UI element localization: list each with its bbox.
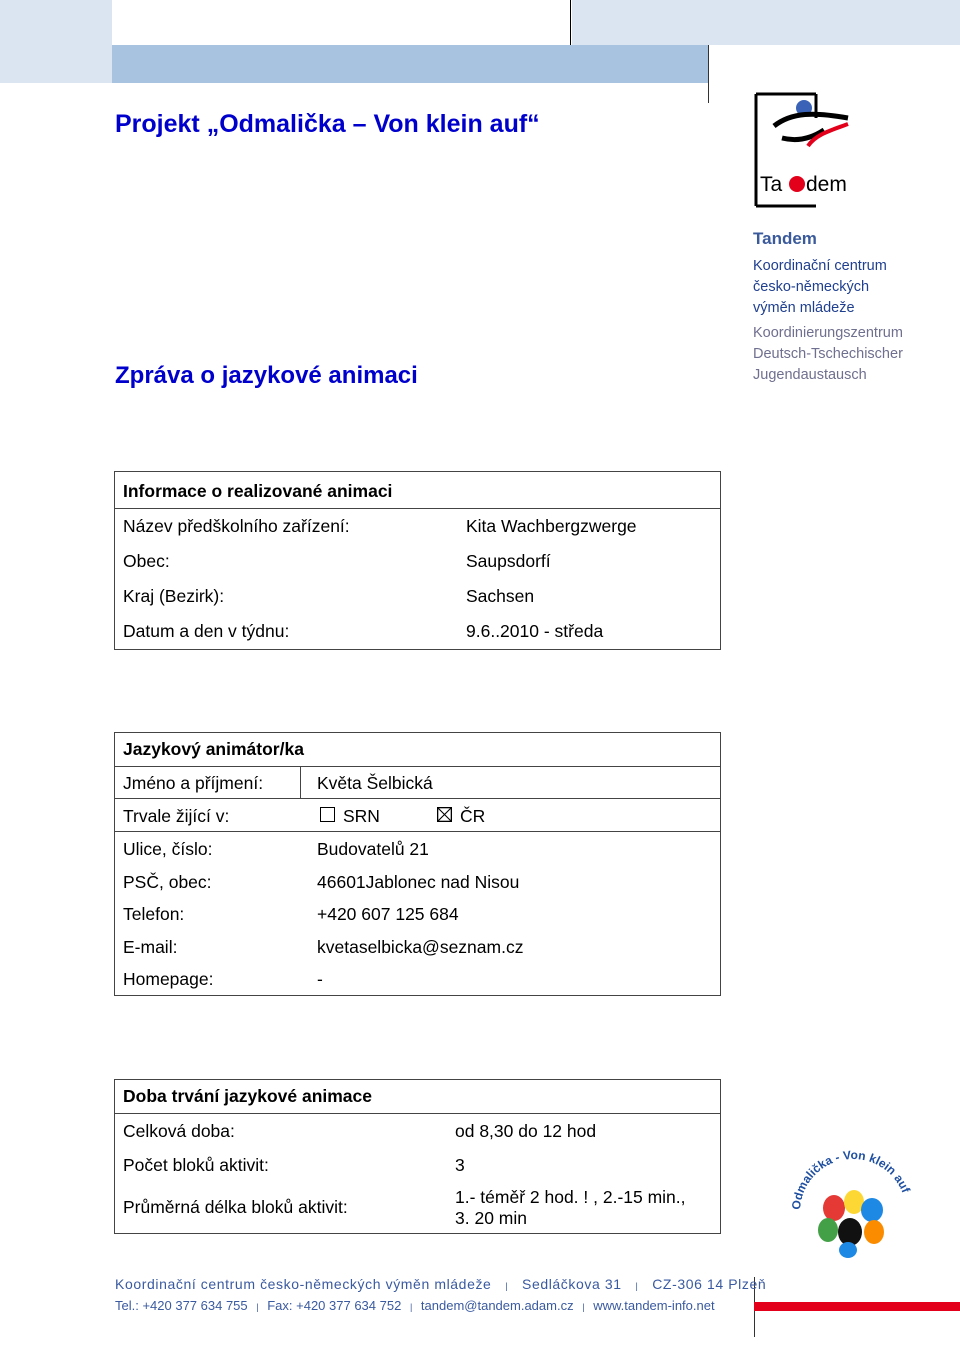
total-duration-label: Celková doba: <box>123 1121 235 1141</box>
org-name: Tandem <box>753 229 817 248</box>
zip-value: 46601Jablonec nad Nisou <box>317 872 520 892</box>
footer-email-link[interactable]: tandem@tandem.adam.cz <box>420 1298 574 1313</box>
avg-length-label: Průměrná délka bloků aktivit: <box>123 1197 348 1217</box>
info-value: Sachsen <box>466 586 535 606</box>
footer-phone: Tel.: +420 377 634 755 <box>115 1298 248 1313</box>
org-de-block <box>753 323 903 386</box>
residence-label: Trvale žijící v: <box>123 806 230 826</box>
footer-web-link[interactable]: www.tandem-info.net <box>593 1298 715 1313</box>
email-value: kvetaselbicka@seznam.cz <box>317 937 524 957</box>
blocks-count-value: 3 <box>455 1155 465 1175</box>
footer-org: Koordinační centrum česko-německých výměn mládeže <box>115 1276 492 1292</box>
animator-name-divider <box>300 766 301 798</box>
animator-divider <box>114 798 721 799</box>
org-cz-block <box>753 256 887 319</box>
page-subtitle: Zpráva o jazykové animaci <box>115 362 418 389</box>
info-label: Datum a den v týdnu: <box>123 621 290 641</box>
total-duration-value: od 8,30 do 12 hod <box>455 1121 597 1141</box>
footer-address: Koordinační centrum česko-německých výměn mládeže | Sedláčkova 31 | CZ-306 14 Plzeň <box>115 1276 767 1292</box>
info-label: Obec: <box>123 551 170 571</box>
homepage-value: - <box>317 969 323 989</box>
header-divider-top <box>570 0 571 45</box>
blocks-count-label: Počet bloků aktivit: <box>123 1155 269 1175</box>
residence-cr-checkbox[interactable] <box>437 807 452 822</box>
homepage-label: Homepage: <box>123 969 214 989</box>
org-de-line: Deutsch-Tschechischer <box>753 346 903 362</box>
animator-heading: Jazykový animátor/ka <box>123 739 304 759</box>
tandem-logo <box>752 90 862 210</box>
header-band-main <box>112 45 708 83</box>
info-value: Kita Wachbergzwerge <box>466 516 637 536</box>
header-band-left <box>0 0 112 83</box>
animator-divider <box>114 831 721 832</box>
animator-divider <box>114 766 721 767</box>
footer-street: Sedláčkova 31 <box>522 1276 622 1292</box>
street-label: Ulice, číslo: <box>123 839 213 859</box>
org-de-line: Jugendaustausch <box>753 367 867 383</box>
residence-srn-checkbox[interactable] <box>320 807 335 822</box>
avg-length-line: 1.- téměř 2 hod. ! , 2.-15 min., <box>455 1187 686 1207</box>
zip-label: PSČ, obec: <box>123 872 212 892</box>
hands-icon <box>818 1190 884 1258</box>
duration-heading: Doba trvání jazykové animace <box>123 1086 372 1106</box>
info-heading-divider <box>114 508 721 509</box>
info-label: Název předškolního zařízení: <box>123 516 350 536</box>
residence-srn-label: SRN <box>343 806 380 826</box>
phone-value: +420 607 125 684 <box>317 904 459 924</box>
checked-x-icon <box>437 807 452 822</box>
svg-text:dem: dem <box>806 173 847 196</box>
page-title: Projekt „Odmalička – Von klein auf“ <box>115 110 540 138</box>
svg-text:Ta: Ta <box>760 173 783 196</box>
animator-name-label: Jméno a příjmení: <box>123 773 264 793</box>
email-label: E-mail: <box>123 937 178 957</box>
footer-city: CZ-306 14 Plzeň <box>652 1276 767 1292</box>
animator-name-value: Květa Šelbická <box>317 773 433 793</box>
footer-contacts: Tel.: +420 377 634 755 | Fax: +420 377 634 752 | tandem@tandem.adam.cz | www.tandem-info.net <box>115 1298 715 1313</box>
avg-length-value <box>455 1187 686 1229</box>
header-band-top <box>572 0 960 45</box>
org-cz-line: výměn mládeže <box>753 300 855 316</box>
org-de-line: Koordinierungszentrum <box>753 325 903 341</box>
odmalicka-logo-text: Odmalička - Von klein auf <box>788 1150 913 1211</box>
street-value: Budovatelů 21 <box>317 839 429 859</box>
header-divider-mid <box>708 45 709 103</box>
footer-fax: Fax: +420 377 634 752 <box>267 1298 402 1313</box>
residence-cr-label: ČR <box>460 806 486 826</box>
org-cz-line: Koordinační centrum <box>753 258 887 274</box>
avg-length-line: 3. 20 min <box>455 1208 527 1228</box>
info-value: Saupsdorfí <box>466 551 551 571</box>
odmalicka-logo <box>788 1150 918 1270</box>
info-value: 9.6..2010 - středa <box>466 621 604 641</box>
info-heading: Informace o realizované animaci <box>123 481 393 501</box>
footer-red-band <box>754 1302 960 1311</box>
info-label: Kraj (Bezirk): <box>123 586 225 606</box>
duration-heading-divider <box>114 1113 721 1114</box>
phone-label: Telefon: <box>123 904 185 924</box>
org-cz-line: česko-německých <box>753 279 870 295</box>
